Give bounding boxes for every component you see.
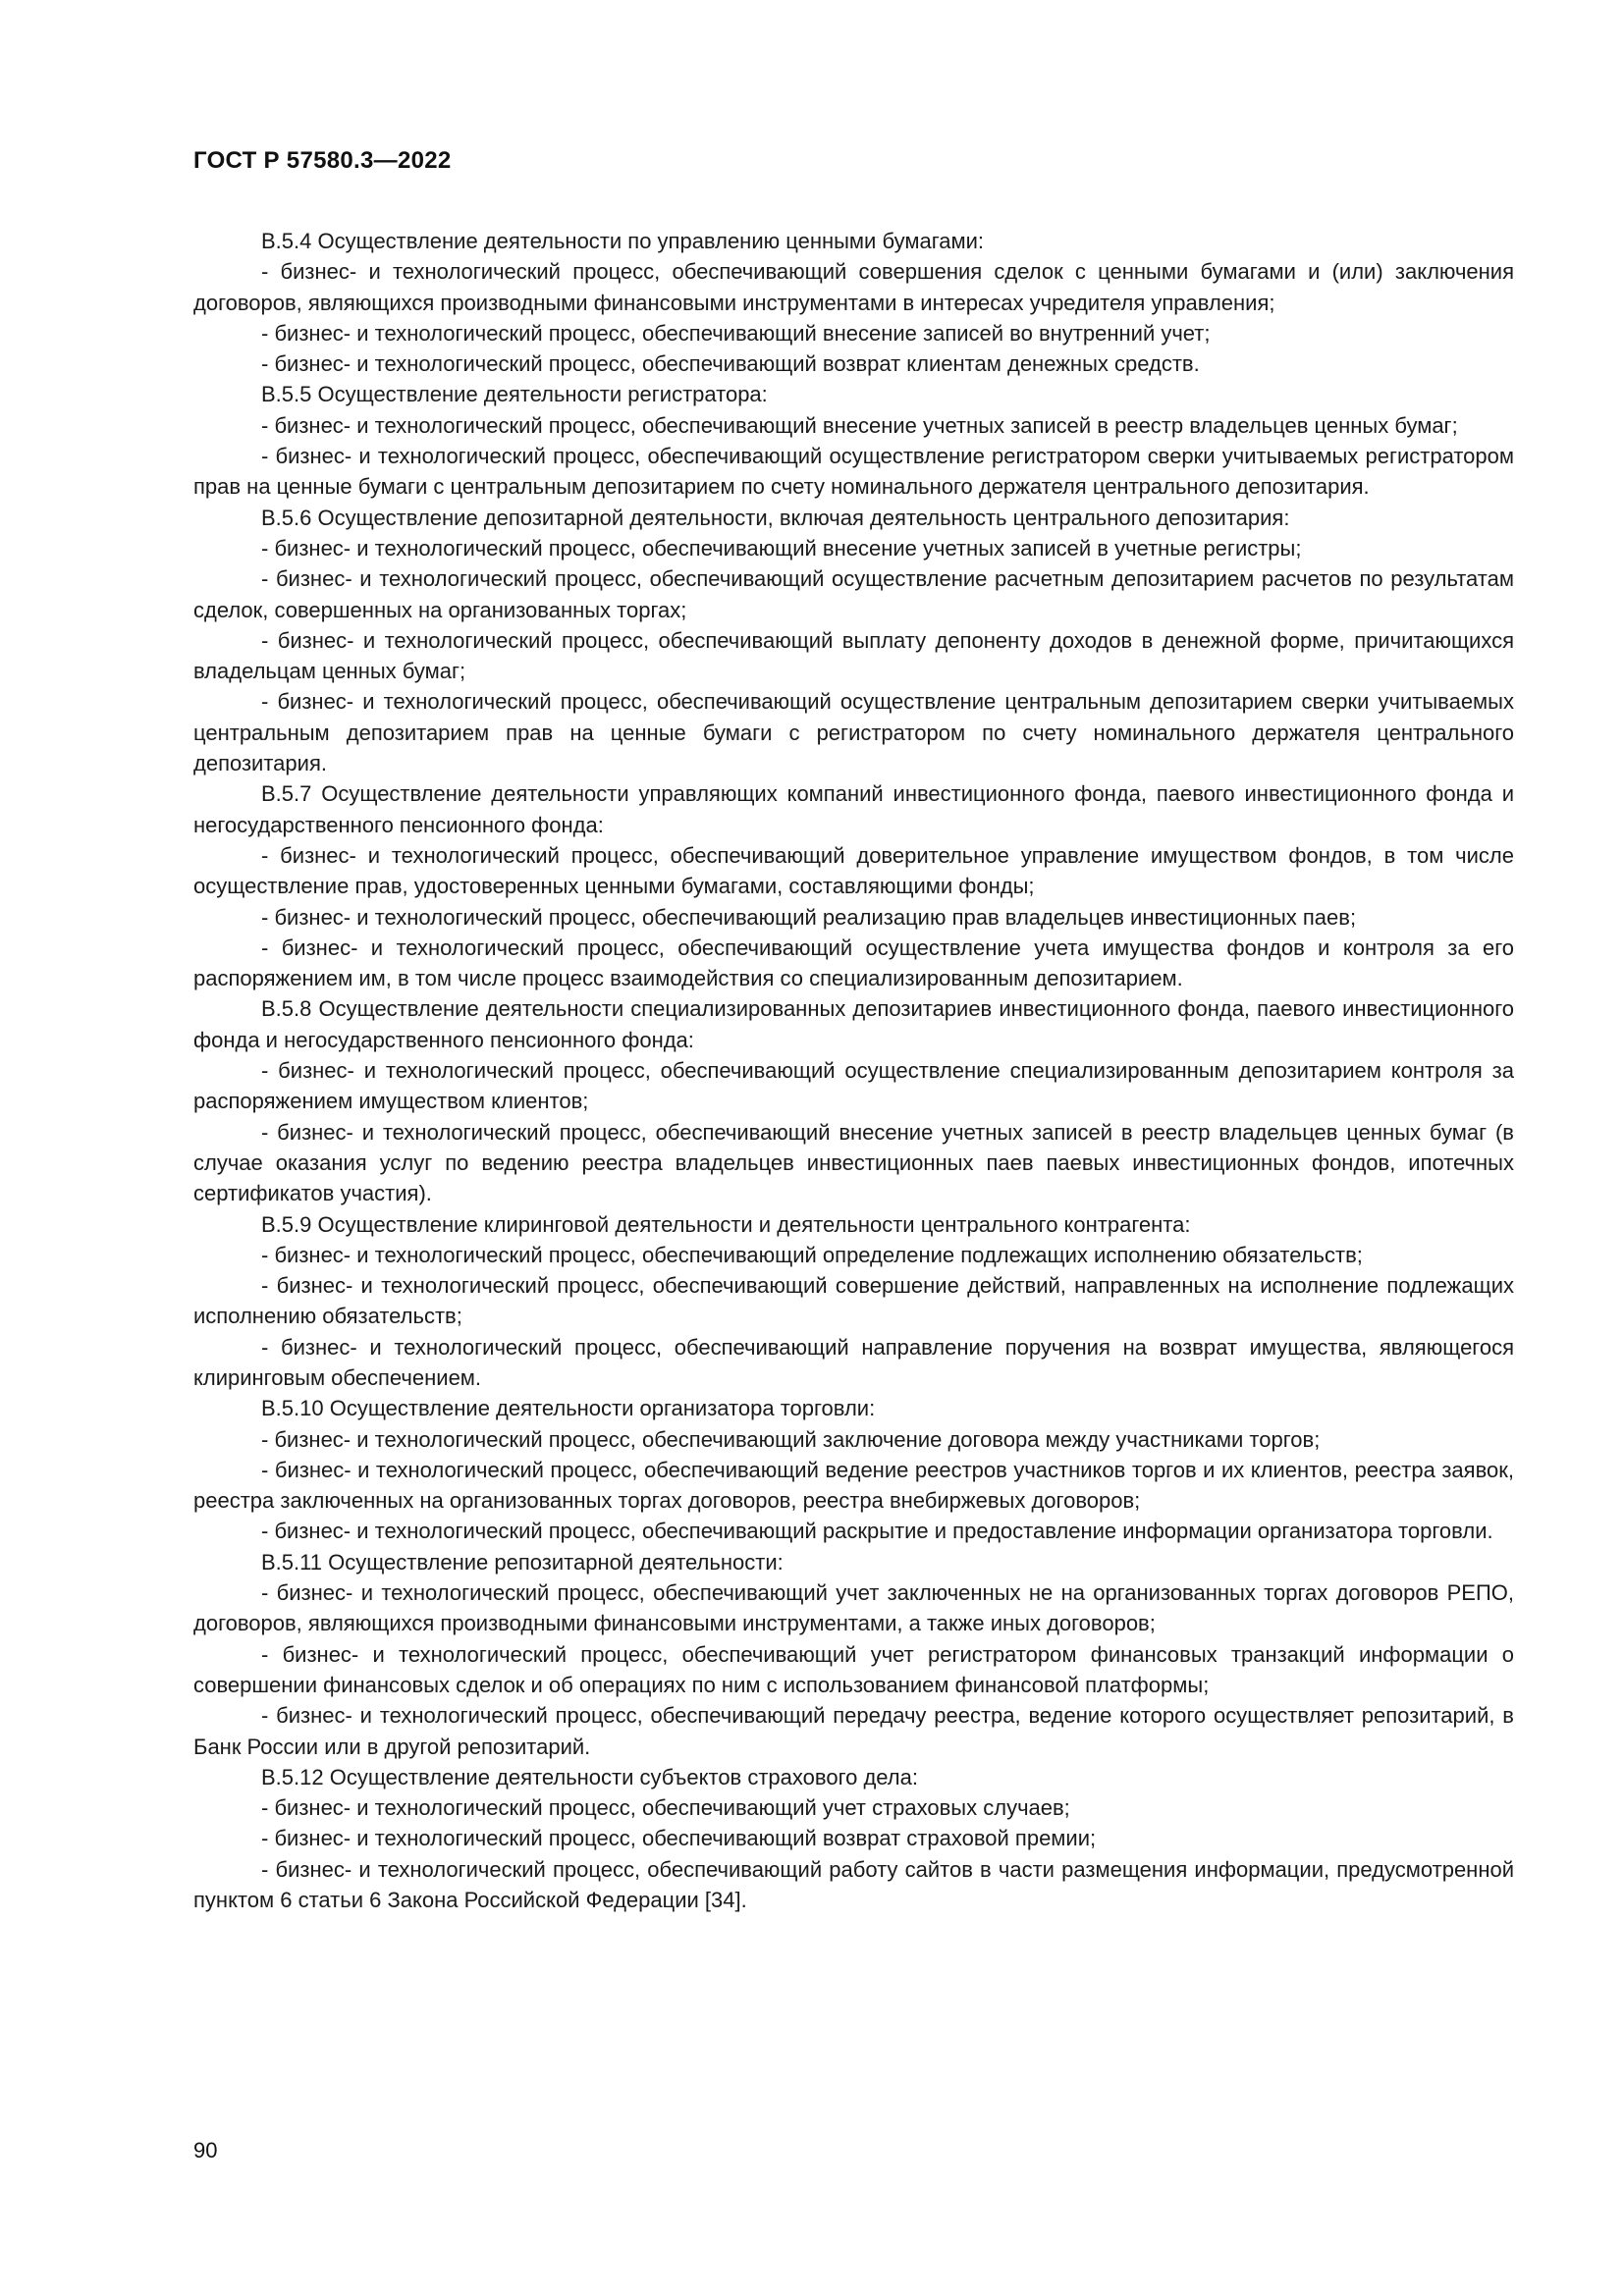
list-item: - бизнес- и технологический процесс, обеспечивающий учет регистратором финансовых транзакций информации о совершении финансовых сделок и об операциях по ним с использованием финансовой платформы;: [193, 1641, 1514, 1697]
page-number: 90: [193, 2138, 218, 2163]
list-item: - бизнес- и технологический процесс, обеспечивающий внесение учетных записей в реестр владельцев ценных бумаг;: [261, 412, 1458, 438]
list-item: - бизнес- и технологический процесс, обеспечивающий реализацию прав владельцев инвестиционных паев;: [261, 904, 1357, 930]
list-item: - бизнес- и технологический процесс, обеспечивающий внесение записей во внутренний учет;: [261, 320, 1211, 346]
list-item: - бизнес- и технологический процесс, обеспечивающий совершение действий, направленных на исполнение подлежащих исполнению обязательств;: [193, 1273, 1514, 1329]
list-item: - бизнес- и технологический процесс, обеспечивающий определение подлежащих исполнению обязательств;: [261, 1242, 1363, 1267]
list-item: - бизнес- и технологический процесс, обеспечивающий возврат страховой премии;: [261, 1826, 1097, 1851]
list-item: - бизнес- и технологический процесс, обеспечивающий выплату депоненту доходов в денежной форме, причитающихся владельцам ценных бумаг;: [193, 627, 1514, 684]
list-item: - бизнес- и технологический процесс, обеспечивающий учет страховых случаев;: [261, 1795, 1070, 1821]
list-item: - бизнес- и технологический процесс, обеспечивающий заключение договора между участниками торгов;: [261, 1426, 1321, 1452]
list-item: - бизнес- и технологический процесс, обеспечивающий внесение учетных записей в учетные регистры;: [261, 535, 1302, 561]
list-item: - бизнес- и технологический процесс, обеспечивающий осуществление регистратором сверки учитываемых регистратором прав на ценные бумаги с центральным депозитарием по счету номинального держателя центрального депозитария.: [193, 444, 1514, 500]
document-body: [193, 226, 1514, 1915]
list-item: - бизнес- и технологический процесс, обеспечивающий совершения сделок с ценными бумагами и (или) заключения договоров, являющихся производными финансовыми инструментами в интересах учредителя управления;: [193, 259, 1514, 315]
paragraph-b-5-12-title: В.5.12 Осуществление деятельности субъектов страхового дела:: [261, 1764, 918, 1789]
list-item: - бизнес- и технологический процесс, обеспечивающий работу сайтов в части размещения информации, предусмотренной пунктом 6 статьи 6 Закона Российской Федерации [34].: [193, 1856, 1514, 1913]
list-item: - бизнес- и технологический процесс, обеспечивающий передачу реестра, ведение которого осуществляет репозитарий, в Банк России или в другой репозитарий.: [193, 1703, 1514, 1759]
paragraph-b-5-6-title: В.5.6 Осуществление депозитарной деятельности, включая деятельность центрального депозитария:: [261, 505, 1290, 530]
paragraph-b-5-11-title: В.5.11 Осуществление репозитарной деятельности:: [261, 1549, 784, 1575]
list-item: - бизнес- и технологический процесс, обеспечивающий осуществление расчетным депозитарием расчетов по результатам сделок, совершенных на организованных торгах;: [193, 566, 1514, 622]
list-item: - бизнес- и технологический процесс, обеспечивающий возврат клиентам денежных средств.: [261, 351, 1200, 377]
paragraph-b-5-4-title: В.5.4 Осуществление деятельности по управлению ценными бумагами:: [261, 229, 984, 253]
list-item: - бизнес- и технологический процесс, обеспечивающий осуществление центральным депозитарием сверки учитываемых центральным депозитарием прав на ценные бумаги с регистратором по счету номинального держателя центрального депозитария.: [193, 689, 1514, 776]
list-item: - бизнес- и технологический процесс, обеспечивающий доверительное управление имуществом фондов, в том числе осуществление прав, удостоверенных ценными бумагами, составляющими фонды;: [193, 842, 1514, 899]
document-header: ГОСТ Р 57580.3—2022: [193, 147, 452, 174]
paragraph-b-5-8-title: В.5.8 Осуществление деятельности специализированных депозитариев инвестиционного фонда, паевого инвестиционного фонда и негосударственного пенсионного фонда:: [193, 996, 1514, 1052]
paragraph-b-5-10-title: В.5.10 Осуществление деятельности организатора торговли:: [261, 1396, 876, 1421]
list-item: - бизнес- и технологический процесс, обеспечивающий раскрытие и предоставление информации организатора торговли.: [261, 1519, 1493, 1544]
list-item: - бизнес- и технологический процесс, обеспечивающий внесение учетных записей в реестр владельцев ценных бумаг (в случае оказания услуг по ведению реестра владельцев инвестиционных паев паевых инвестиционных фондов, ипотечных сертификатов участия).: [193, 1119, 1514, 1206]
list-item: - бизнес- и технологический процесс, обеспечивающий учет заключенных не на организованных торгах договоров РЕПО, договоров, являющихся производными финансовыми инструментами, а также иных договоров;: [193, 1580, 1514, 1636]
list-item: - бизнес- и технологический процесс, обеспечивающий направление поручения на возврат имущества, являющегося клиринговым обеспечением.: [193, 1334, 1514, 1390]
list-item: - бизнес- и технологический процесс, обеспечивающий ведение реестров участников торгов и их клиентов, реестра заявок, реестра заключенных на организованных торгах договоров, реестра внебиржевых договоров;: [193, 1457, 1514, 1514]
list-item: - бизнес- и технологический процесс, обеспечивающий осуществление учета имущества фондов и контроля за его распоряжением им, в том числе процесс взаимодействия со специализированным депозитарием.: [193, 934, 1514, 991]
list-item: - бизнес- и технологический процесс, обеспечивающий осуществление специализированным депозитарием контроля за распоряжением имуществом клиентов;: [193, 1058, 1514, 1114]
paragraph-b-5-5-title: В.5.5 Осуществление деятельности регистратора:: [261, 382, 768, 407]
paragraph-b-5-9-title: В.5.9 Осуществление клиринговой деятельности и деятельности центрального контрагента:: [261, 1211, 1191, 1237]
paragraph-b-5-7-title: В.5.7 Осуществление деятельности управляющих компаний инвестиционного фонда, паевого инвестиционного фонда и негосударственного пенсионного фонда:: [193, 781, 1514, 837]
